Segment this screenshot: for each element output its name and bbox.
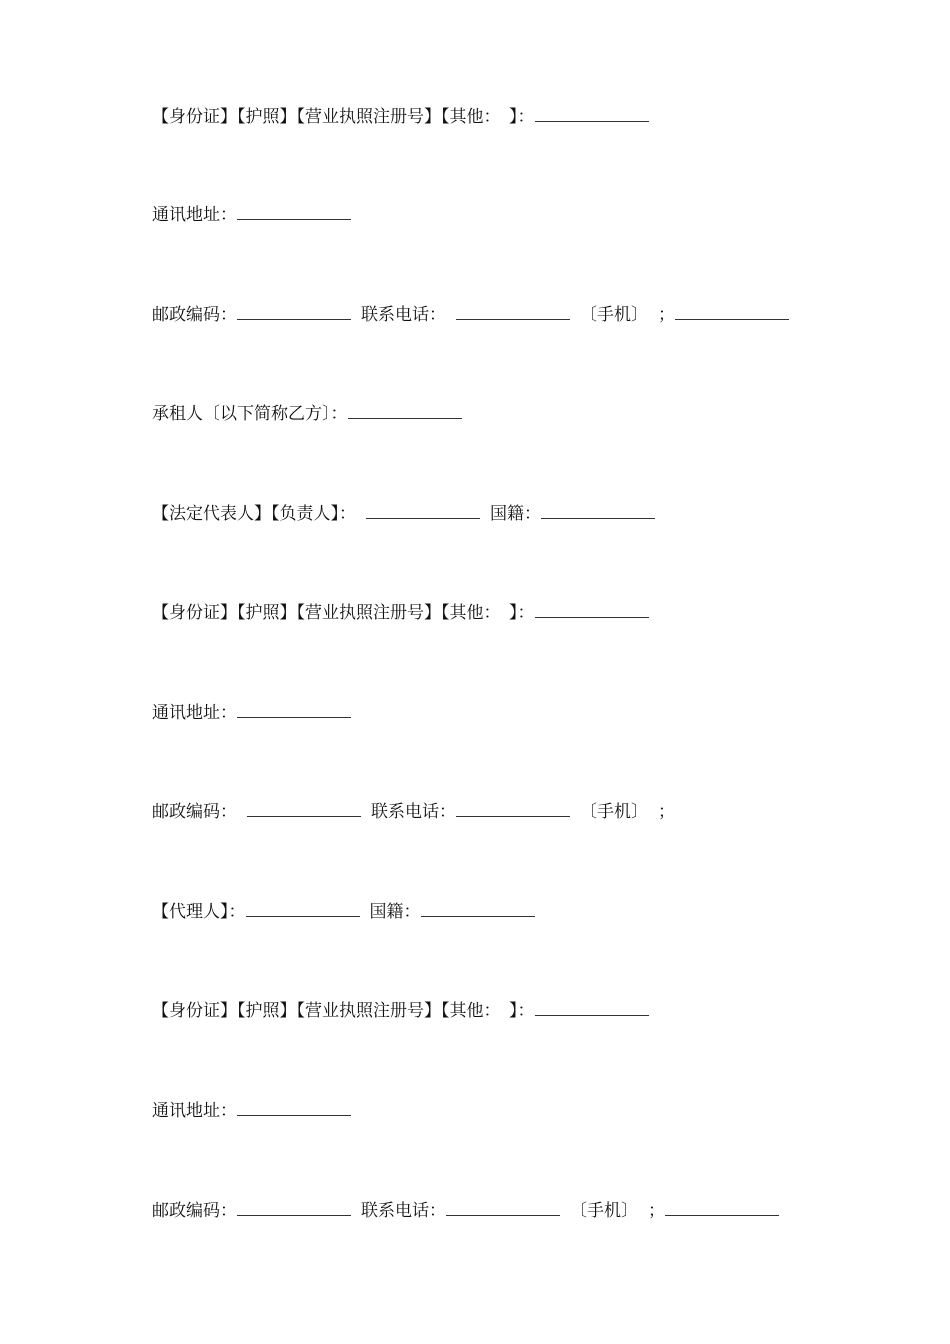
phone-field[interactable] <box>456 802 570 817</box>
address-line-2 <box>152 701 351 725</box>
address-label: 通讯地址： <box>152 1101 237 1121</box>
id-number-field[interactable] <box>535 1001 649 1016</box>
agent-line <box>152 900 535 924</box>
lessee-field[interactable] <box>348 404 462 419</box>
id-type-label: 【身份证】【护照】【营业执照注册号】【其他： 】： <box>152 1001 535 1021</box>
semicolon: ； <box>658 802 675 822</box>
postcode-field[interactable] <box>247 802 361 817</box>
lessee-label: 承租人〔以下简称乙方〕： <box>152 404 348 424</box>
phone-label: 联系电话： <box>371 802 456 822</box>
postcode-label: 邮政编码： <box>152 1201 237 1221</box>
contact-line-2 <box>152 800 675 824</box>
representative-label: 【法定代表人】【负责人】： <box>152 504 356 524</box>
address-label: 通讯地址： <box>152 205 237 225</box>
semicolon: ； <box>648 1201 665 1221</box>
address-line-1 <box>152 203 351 227</box>
phone-field[interactable] <box>456 305 570 320</box>
phone-label: 联系电话： <box>361 1201 446 1221</box>
agent-label: 【代理人】： <box>152 902 246 922</box>
postcode-field[interactable] <box>237 1201 351 1216</box>
contact-line-1 <box>152 303 789 327</box>
mobile-field[interactable] <box>675 305 789 320</box>
postcode-label: 邮政编码： <box>152 802 237 822</box>
id-line-3 <box>152 999 649 1023</box>
address-field[interactable] <box>237 1101 351 1116</box>
nationality-field[interactable] <box>421 902 535 917</box>
postcode-field[interactable] <box>237 305 351 320</box>
mobile-label: 〔手机〕 <box>580 305 648 325</box>
nationality-label: 国籍： <box>490 504 541 524</box>
mobile-field[interactable] <box>665 1201 779 1216</box>
semicolon: ； <box>658 305 675 325</box>
representative-field[interactable] <box>366 504 480 519</box>
nationality-field[interactable] <box>541 504 655 519</box>
id-type-label: 【身份证】【护照】【营业执照注册号】【其他： 】： <box>152 603 535 623</box>
agent-field[interactable] <box>246 902 360 917</box>
id-line-2 <box>152 601 649 625</box>
postcode-label: 邮政编码： <box>152 305 237 325</box>
mobile-label: 〔手机〕 <box>570 1201 638 1221</box>
address-field[interactable] <box>237 205 351 220</box>
contact-line-3 <box>152 1199 779 1223</box>
phone-field[interactable] <box>446 1201 560 1216</box>
id-line-1 <box>152 105 649 129</box>
id-number-field[interactable] <box>535 603 649 618</box>
id-number-field[interactable] <box>535 107 649 122</box>
mobile-label: 〔手机〕 <box>580 802 648 822</box>
address-line-3 <box>152 1099 351 1123</box>
representative-line <box>152 502 655 526</box>
address-field[interactable] <box>237 703 351 718</box>
address-label: 通讯地址： <box>152 703 237 723</box>
lessee-line <box>152 402 462 426</box>
phone-label: 联系电话： <box>361 305 446 325</box>
id-type-label: 【身份证】【护照】【营业执照注册号】【其他： 】： <box>152 107 535 127</box>
nationality-label: 国籍： <box>369 902 421 922</box>
